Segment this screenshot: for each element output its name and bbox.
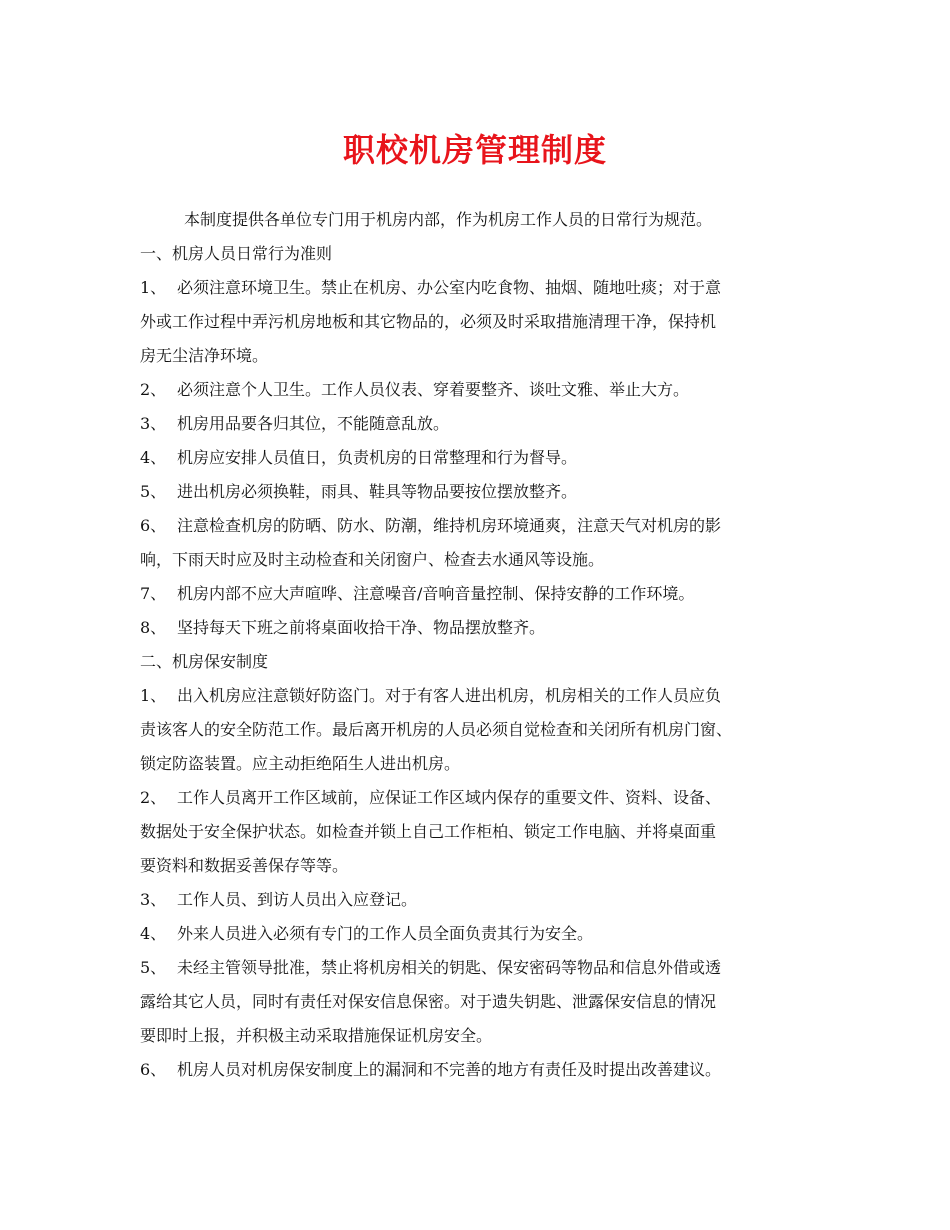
item-text: 注意检查机房的防晒、防水、防潮，维持机房环境通爽，注意天气对机房的影: [177, 516, 722, 535]
item-text: 外来人员进入必须有专门的工作人员全面负责其行为安全。: [177, 924, 594, 943]
list-item: [140, 509, 820, 543]
list-item: [140, 951, 820, 985]
item-text: 机房应安排人员值日，负责机房的日常整理和行为督导。: [177, 448, 578, 467]
item-text: 机房用品要各归其位，不能随意乱放。: [177, 414, 450, 433]
section-heading: 一、机房人员日常行为准则: [140, 244, 333, 263]
list-item: [140, 475, 820, 509]
item-text-continuation: 露给其它人员，同时有责任对保安信息保密。对于遗失钥匙、泄露保安信息的情况: [140, 992, 717, 1011]
item-number: 5、: [140, 482, 167, 501]
item-text: 机房内部不应大声喧哗、注意噪音/音响音量控制、保持安静的工作环境。: [177, 584, 695, 603]
item-text-continuation: 响，下雨天时应及时主动检查和关闭窗户、检查去水通风等设施。: [140, 550, 605, 569]
item-number: 6、: [140, 1060, 167, 1079]
item-number: 2、: [140, 788, 167, 807]
item-number: 1、: [140, 686, 167, 705]
list-item: [140, 373, 820, 407]
list-item: [140, 577, 820, 611]
list-item: [140, 679, 820, 713]
list-item: [140, 441, 820, 475]
item-text: 机房人员对机房保安制度上的漏洞和不完善的地方有责任及时提出改善建议。: [177, 1060, 722, 1079]
item-text: 工作人员离开工作区域前，应保证工作区域内保存的重要文件、资料、设备、: [177, 788, 722, 807]
item-text-continuation: 数据处于安全保护状态。如检查并锁上自己工作柜柏、锁定工作电脑、并将桌面重: [140, 822, 717, 841]
item-text-continuation: 锁定防盗装置。应主动拒绝陌生人进出机房。: [140, 754, 461, 773]
intro-paragraph: 本制度提供各单位专门用于机房内部，作为机房工作人员的日常行为规范。: [184, 210, 713, 229]
item-number: 3、: [140, 414, 167, 433]
list-item: [140, 271, 820, 305]
item-number: 4、: [140, 924, 167, 943]
item-number: 6、: [140, 516, 167, 535]
list-item: [140, 917, 820, 951]
item-text: 必须注意环境卫生。禁止在机房、办公室内吃食物、抽烟、随地吐痰；对于意: [177, 278, 722, 297]
item-number: 7、: [140, 584, 167, 603]
item-text: 必须注意个人卫生。工作人员仪表、穿着要整齐、谈吐文雅、举止大方。: [177, 380, 690, 399]
list-item: [140, 611, 820, 645]
list-item: [140, 781, 820, 815]
item-number: 1、: [140, 278, 167, 297]
document-body: [140, 203, 820, 1087]
item-text: 进出机房必须换鞋，雨具、鞋具等物品要按位摆放整齐。: [177, 482, 578, 501]
item-text-continuation: 要资料和数据妥善保存等等。: [140, 856, 349, 875]
item-text: 坚持每天下班之前将桌面收拾干净、物品摆放整齐。: [177, 618, 546, 637]
item-number: 5、: [140, 958, 167, 977]
item-number: 4、: [140, 448, 167, 467]
item-text-continuation: 房无尘洁净环境。: [140, 346, 269, 365]
item-text: 未经主管领导批准，禁止将机房相关的钥匙、保安密码等物品和信息外借或透: [177, 958, 722, 977]
item-number: 3、: [140, 890, 167, 909]
item-text-continuation: 要即时上报，并积极主动采取措施保证机房安全。: [140, 1026, 493, 1045]
list-item: [140, 883, 820, 917]
item-number: 2、: [140, 380, 167, 399]
list-item: [140, 407, 820, 441]
document-title: 职校机房管理制度: [342, 131, 607, 169]
item-text-continuation: 责该客人的安全防范工作。最后离开机房的人员必须自觉检查和关闭所有机房门窗、: [140, 720, 733, 739]
item-text-continuation: 外或工作过程中弄污机房地板和其它物品的，必须及时采取措施清理干净，保持机: [140, 312, 717, 331]
section-heading: 二、机房保安制度: [140, 652, 269, 671]
item-text: 工作人员、到访人员出入应登记。: [177, 890, 418, 909]
item-text: 出入机房应注意锁好防盗门。对于有客人进出机房，机房相关的工作人员应负: [177, 686, 722, 705]
list-item: [140, 1053, 820, 1087]
item-number: 8、: [140, 618, 167, 637]
